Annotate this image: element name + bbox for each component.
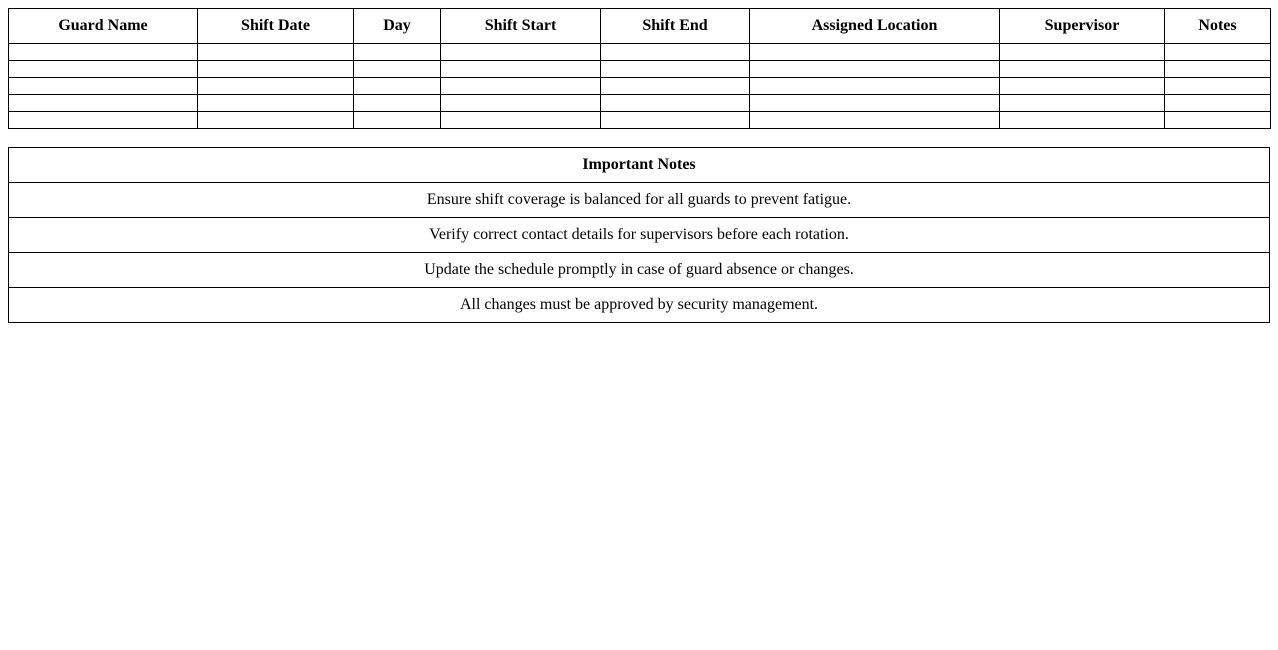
cell-guard-name [9,112,198,129]
header-shift-date: Shift Date [198,9,354,44]
table-row [9,44,1271,61]
cell-shift-end [601,61,750,78]
cell-supervisor [1000,112,1165,129]
cell-day [354,44,441,61]
cell-supervisor [1000,78,1165,95]
cell-day [354,112,441,129]
note-row [9,218,1270,253]
cell-day [354,95,441,112]
cell-notes [1165,78,1271,95]
table-row [9,78,1271,95]
cell-shift-end [601,44,750,61]
table-header-row [9,9,1271,44]
cell-shift-date [198,44,354,61]
header-shift-start: Shift Start [441,9,601,44]
cell-notes [1165,112,1271,129]
cell-notes [1165,95,1271,112]
cell-shift-end [601,95,750,112]
cell-supervisor [1000,44,1165,61]
cell-shift-date [198,61,354,78]
table-row [9,61,1271,78]
table-row [9,95,1271,112]
cell-shift-start [441,61,601,78]
important-notes-table [8,147,1270,323]
cell-shift-start [441,95,601,112]
note-row [9,253,1270,288]
cell-shift-date [198,78,354,95]
cell-guard-name [9,78,198,95]
cell-shift-end [601,112,750,129]
cell-shift-start [441,44,601,61]
header-guard-name: Guard Name [9,9,198,44]
header-supervisor: Supervisor [1000,9,1165,44]
table-row [9,112,1271,129]
note-item: Update the schedule promptly in case of guard absence or changes. [9,253,1270,288]
header-shift-end: Shift End [601,9,750,44]
note-row [9,183,1270,218]
cell-day [354,61,441,78]
header-day: Day [354,9,441,44]
document-body [8,8,1270,323]
note-item: Ensure shift coverage is balanced for all guards to prevent fatigue. [9,183,1270,218]
cell-shift-end [601,78,750,95]
guard-schedule-table [8,8,1271,129]
header-assigned-location: Assigned Location [750,9,1000,44]
cell-assigned-location [750,61,1000,78]
cell-assigned-location [750,112,1000,129]
cell-guard-name [9,61,198,78]
cell-shift-start [441,78,601,95]
notes-header-row [9,148,1270,183]
cell-day [354,78,441,95]
cell-supervisor [1000,61,1165,78]
note-item: All changes must be approved by security management. [9,288,1270,323]
notes-title: Important Notes [9,148,1270,183]
cell-shift-date [198,112,354,129]
header-notes: Notes [1165,9,1271,44]
cell-notes [1165,61,1271,78]
cell-guard-name [9,95,198,112]
cell-notes [1165,44,1271,61]
cell-shift-date [198,95,354,112]
cell-assigned-location [750,44,1000,61]
cell-guard-name [9,44,198,61]
note-row [9,288,1270,323]
cell-shift-start [441,112,601,129]
cell-supervisor [1000,95,1165,112]
note-item: Verify correct contact details for supervisors before each rotation. [9,218,1270,253]
cell-assigned-location [750,95,1000,112]
cell-assigned-location [750,78,1000,95]
